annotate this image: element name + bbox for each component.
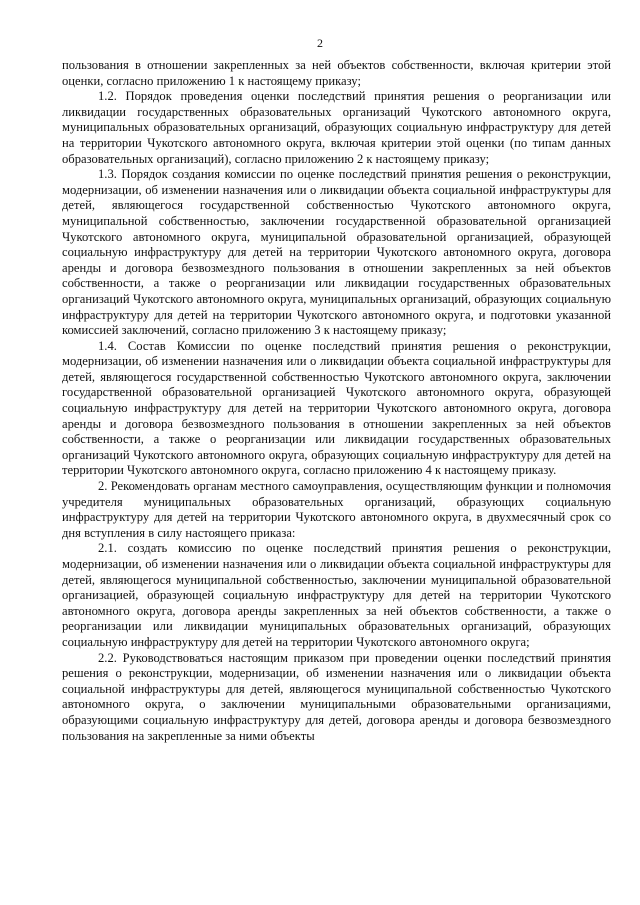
- paragraph-1-4: 1.4. Состав Комиссии по оценке последствий принятия решения о реконструкции, модернизации, об изменении назначения или о ликвидации объекта социальной инфраструктуры для детей, являющегося государственной собственностью Чукотского автономного округа, заключении государственной образовательной организацией Чукотского автономного округа, образующей социальную инфраструктуру для детей на территории Чукотского автономного округа, договора аренды и договора безвозмездного пользования в отношении закрепленных за ней объектов собственности, а также о реорганизации или ликвидации государственных образовательных организаций Чукотского автономного округа, образующих социальную инфраструктуру для детей на территории Чукотского автономного округа, согласно приложению 4 к настоящему приказу.: [62, 338, 611, 478]
- paragraph-2-2: 2.2. Руководствоваться настоящим приказом при проведении оценки последствий принятия решения о реконструкции, модернизации, об изменении назначения или о ликвидации объекта социальной инфраструктуры для детей, являющегося муниципальной собственностью Чукотского автономного округа, о заключении муниципальными образовательными организациями, образующими социальную инфраструктуру для детей, договора аренды и договора безвозмездного пользования на закрепленные за ними объекты: [62, 650, 611, 743]
- paragraph-2-1: 2.1. создать комиссию по оценке последствий принятия решения о реконструкции, модернизации, об изменении назначения или о ликвидации объекта социальной инфраструктуры для детей, являющегося муниципальной собственностью, заключении муниципальной образовательной организацией, образующей социальную инфраструктуру для детей на территории Чукотского автономного округа, договора аренды закрепленных за ней объектов собственности, а также о реорганизации или ликвидации муниципальных образовательных организаций, образующих социальную инфраструктуру для детей на территории Чукотского автономного округа;: [62, 541, 611, 649]
- document-body: [62, 58, 611, 744]
- paragraph-1-2: 1.2. Порядок проведения оценки последствий принятия решения о реорганизации или ликвидации государственных образовательных организаций Чукотского автономного округа, муниципальных образовательных организаций, образующих социальную инфраструктуру для детей на территории Чукотского автономного округа, включая критерии этой оценки (по типам данных образовательных организаций), согласно приложению 2 к настоящему приказу;: [62, 89, 611, 166]
- paragraph-1-3: 1.3. Порядок создания комиссии по оценке последствий принятия решения о реконструкции, модернизации, об изменении назначения или о ликвидации объекта социальной инфраструктуры для детей, являющегося государственной собственностью Чукотского автономного округа, муниципальной собственностью, заключении государственной образовательной организацией Чукотского автономного округа, муниципальной образовательной организацией, образующей социальную инфраструктуру для детей на территории Чукотского автономного округа, договора аренды и договора безвозмездного пользования в отношении закрепленных за ней объектов собственности, а также о реорганизации или ликвидации государственных образовательных организаций Чукотского автономного округа, муниципальных организаций, образующих социальную инфраструктуру для детей на территории Чукотского автономного округа, и подготовки указанной комиссией заключений, согласно приложению 3 к настоящему приказу;: [62, 167, 611, 338]
- page-number: 2: [317, 36, 323, 50]
- paragraph-2: 2. Рекомендовать органам местного самоуправления, осуществляющим функции и полномочия учредителя муниципальных образовательных организаций, образующих социальную инфраструктуру для детей на территории Чукотского автономного округа, в двухмесячный срок со дня вступления в силу настоящего приказа:: [62, 479, 611, 540]
- paragraph-continuation: пользования в отношении закрепленных за ней объектов собственности, включая критерии этой оценки, согласно приложению 1 к настоящему приказу;: [62, 58, 611, 88]
